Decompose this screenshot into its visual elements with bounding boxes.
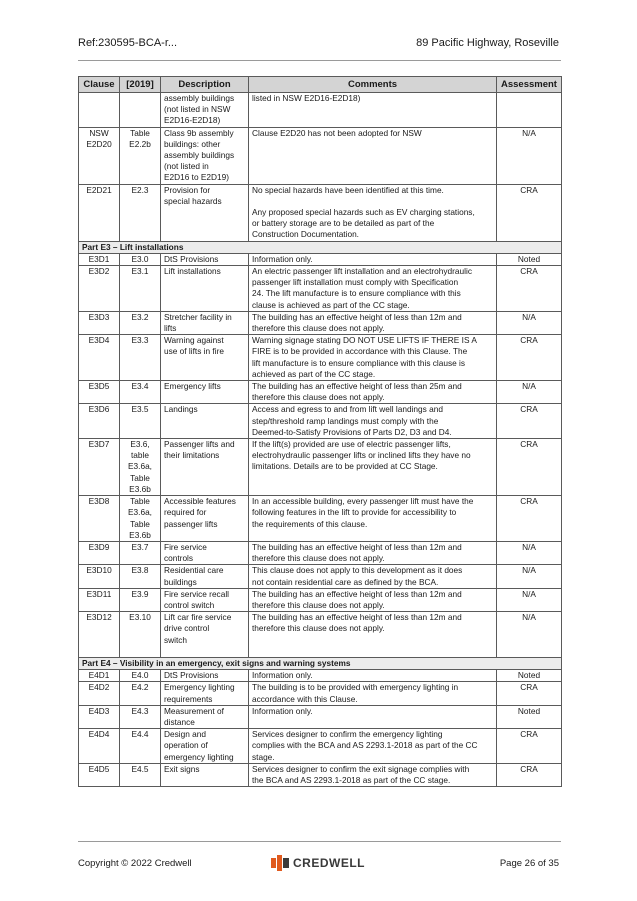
description-line: Passenger lifts and: [164, 439, 235, 450]
header-divider: [78, 60, 561, 61]
table-row: [79, 439, 562, 496]
description-line: switch: [164, 634, 188, 645]
description-cell: [161, 335, 249, 381]
assessment-cell: N/A: [497, 541, 562, 564]
comments-cell: [249, 705, 497, 728]
comments-cell: [249, 729, 497, 764]
comments-cell: [249, 588, 497, 611]
comment-line: This clause does not apply to this development as it does: [252, 565, 463, 576]
bca-2019-cell: E4.5: [120, 763, 161, 786]
clause-cell: NSW E2D20: [79, 127, 120, 184]
column-header-2019: [2019]: [120, 77, 161, 93]
table-row: [79, 705, 562, 728]
description-cell: [161, 127, 249, 184]
clause-cell: E2D21: [79, 184, 120, 241]
table-row: [79, 127, 562, 184]
description-cell: [161, 381, 249, 404]
assessment-cell: Noted: [497, 253, 562, 265]
clause-cell: E3D12: [79, 612, 120, 658]
clause-cell: E3D7: [79, 439, 120, 496]
clause-cell: E3D6: [79, 404, 120, 439]
table-row: [79, 93, 562, 128]
description-line: buildings: [164, 576, 197, 587]
assessment-cell: CRA: [497, 763, 562, 786]
description-line: Stretcher facility in: [164, 311, 232, 322]
comments-cell: [249, 496, 497, 542]
comment-line: listed in NSW E2D16-E2D18): [252, 93, 361, 103]
clause-cell: E3D10: [79, 565, 120, 588]
clause-cell: E4D5: [79, 763, 120, 786]
clause-cell: E4D1: [79, 670, 120, 682]
comment-line: Information only.: [252, 670, 313, 681]
description-line: (not listed in NSW: [164, 104, 231, 115]
assessment-cell: [497, 93, 562, 128]
comment-line: stage.: [252, 751, 275, 762]
comment-line: [252, 196, 493, 207]
description-line: Provision for: [164, 184, 211, 195]
description-line: Warning against: [164, 335, 224, 346]
bca-2019-cell: E3.10: [120, 612, 161, 658]
comment-line: clause is achieved as part of the CC stage.: [252, 299, 410, 310]
bca-2019-cell: E3.4: [120, 381, 161, 404]
clause-cell: E3D1: [79, 253, 120, 265]
spacer: [252, 646, 493, 657]
description-line: Fire service recall: [164, 588, 230, 599]
comment-line: No special hazards have been identified at this time.: [252, 184, 444, 195]
description-line: Class 9b assembly: [164, 127, 234, 138]
description-line: E2D16-E2D18): [164, 115, 221, 126]
description-cell: [161, 588, 249, 611]
comment-line: Information only.: [252, 253, 313, 264]
table-row: [79, 612, 562, 658]
comment-line: Clause E2D20 has not been adopted for NSW: [252, 127, 422, 138]
bca-2019-cell: Table E2.2b: [120, 127, 161, 184]
assessment-cell: CRA: [497, 266, 562, 312]
description-line: operation of: [164, 740, 208, 751]
description-line: Exit signs: [164, 763, 200, 774]
comments-cell: [249, 670, 497, 682]
description-line: buildings: other: [164, 138, 221, 149]
table-row: [79, 565, 562, 588]
header-address: 89 Pacific Highway, Roseville: [416, 37, 559, 49]
description-line: (not listed in: [164, 161, 209, 172]
comments-cell: [249, 763, 497, 786]
comment-line: therefore this clause does not apply.: [252, 623, 385, 634]
comment-line: Information only.: [252, 705, 313, 716]
description-line: control switch: [164, 599, 215, 610]
comment-line: lift manufacture is to ensure compliance with this clause is: [252, 357, 466, 368]
description-line: Fire service: [164, 541, 207, 552]
comments-cell: [249, 541, 497, 564]
description-cell: [161, 253, 249, 265]
description-cell: [161, 404, 249, 439]
assessment-cell: CRA: [497, 729, 562, 764]
credwell-logo-icon: [271, 855, 289, 871]
table-row: [79, 729, 562, 764]
comment-line: Services designer to confirm the exit signage complies with: [252, 763, 470, 774]
bca-2019-cell: E4.2: [120, 682, 161, 705]
comment-line: therefore this clause does not apply.: [252, 323, 385, 334]
section-heading: Part E4 – Visibility in an emergency, exit signs and warning systems: [79, 657, 562, 669]
comment-line: therefore this clause does not apply.: [252, 392, 385, 403]
description-cell: [161, 565, 249, 588]
description-line: distance: [164, 716, 195, 727]
spacer: [252, 635, 493, 646]
description-line: passenger lifts: [164, 518, 218, 529]
description-cell: [161, 763, 249, 786]
assessment-cell: N/A: [497, 612, 562, 658]
comment-line: Deemed-to-Satisfy Provisions of Parts D2, D3 and D4.: [252, 426, 452, 437]
table-section-row: [79, 241, 562, 253]
comment-line: achieved as part of the CC stage.: [252, 368, 376, 379]
footer-divider: [78, 841, 561, 842]
table-row: [79, 763, 562, 786]
table-row: [79, 253, 562, 265]
clause-cell: E4D3: [79, 705, 120, 728]
assessment-cell: Noted: [497, 705, 562, 728]
bca-2019-cell: Table E3.6a, Table E3.6b: [120, 496, 161, 542]
description-cell: [161, 311, 249, 334]
table-header-row: [79, 77, 562, 93]
assessment-cell: N/A: [497, 127, 562, 184]
description-cell: [161, 705, 249, 728]
description-line: lifts: [164, 323, 177, 334]
comment-line: passenger lift installation must comply with Specification: [252, 277, 459, 288]
comment-line: step/threshold ramp landings must comply with the: [252, 415, 439, 426]
description-line: DtS Provisions: [164, 253, 219, 264]
comment-line: The building has an effective height of less than 12m and: [252, 612, 462, 623]
comment-line: not contain residential care as defined by the BCA.: [252, 576, 439, 587]
clause-cell: E3D9: [79, 541, 120, 564]
description-line: Design and: [164, 729, 206, 740]
description-cell: [161, 184, 249, 241]
table-section-row: [79, 657, 562, 669]
comments-cell: [249, 127, 497, 184]
description-line: Lift installations: [164, 266, 221, 277]
description-cell: [161, 439, 249, 496]
comments-cell: [249, 682, 497, 705]
description-line: Lift car fire service: [164, 612, 232, 623]
description-line: Residential care: [164, 565, 224, 576]
comment-line: FIRE is to be provided in accordance with this Clause. The: [252, 346, 468, 357]
description-line: E2D16 to E2D19): [164, 172, 230, 183]
description-cell: [161, 670, 249, 682]
comment-line: The building has an effective height of less than 12m and: [252, 588, 462, 599]
comments-cell: [249, 381, 497, 404]
bca-2019-cell: E4.0: [120, 670, 161, 682]
comments-cell: [249, 565, 497, 588]
header-reference: Ref:230595-BCA-r...: [78, 37, 178, 49]
description-cell: [161, 93, 249, 128]
assessment-cell: CRA: [497, 184, 562, 241]
section-heading: Part E3 – Lift installations: [79, 241, 562, 253]
comments-cell: [249, 335, 497, 381]
comments-cell: [249, 612, 497, 658]
table-row: [79, 682, 562, 705]
description-line: requirements: [164, 693, 213, 704]
table-body: [79, 93, 562, 787]
bca-2019-cell: E3.9: [120, 588, 161, 611]
column-header-description: Description: [161, 77, 249, 93]
comment-line: Any proposed special hazards such as EV charging stations,: [252, 207, 475, 218]
comment-line: The building is to be provided with emergency lighting in: [252, 682, 459, 693]
comments-cell: [249, 253, 497, 265]
comments-cell: [249, 93, 497, 128]
description-line: assembly buildings: [164, 93, 235, 103]
description-cell: [161, 729, 249, 764]
assessment-cell: CRA: [497, 439, 562, 496]
bca-2019-cell: E2.3: [120, 184, 161, 241]
description-line: Accessible features: [164, 496, 236, 507]
comments-cell: [249, 439, 497, 496]
comments-cell: [249, 266, 497, 312]
bca-2019-cell: E4.4: [120, 729, 161, 764]
table-row: [79, 404, 562, 439]
footer-copyright: Copyright © 2022 Credwell: [78, 858, 192, 869]
description-line: Emergency lifts: [164, 381, 221, 392]
comment-line: accordance with this Clause.: [252, 693, 358, 704]
description-line: Measurement of: [164, 705, 224, 716]
assessment-cell: N/A: [497, 588, 562, 611]
assessment-cell: CRA: [497, 404, 562, 439]
bca-2019-cell: E3.8: [120, 565, 161, 588]
bca-2019-cell: E3.2: [120, 311, 161, 334]
assessment-cell: CRA: [497, 496, 562, 542]
comment-line: Access and egress to and from lift well landings and: [252, 404, 443, 415]
comment-line: The building has an effective height of less than 25m and: [252, 381, 462, 392]
table-row: [79, 381, 562, 404]
clause-cell: [79, 93, 120, 128]
comment-line: The building has an effective height of less than 12m and: [252, 311, 462, 322]
description-line: assembly buildings: [164, 150, 235, 161]
comment-line: The building has an effective height of less than 12m and: [252, 541, 462, 552]
table-row: [79, 335, 562, 381]
clause-cell: E3D5: [79, 381, 120, 404]
bca-2019-cell: [120, 93, 161, 128]
footer-page-number: Page 26 of 35: [499, 858, 559, 869]
bca-2019-cell: E3.5: [120, 404, 161, 439]
comment-line: Services designer to confirm the emergency lighting: [252, 729, 443, 740]
description-cell: [161, 682, 249, 705]
clause-cell: E3D3: [79, 311, 120, 334]
description-line: DtS Provisions: [164, 670, 219, 681]
bca-2019-cell: E3.3: [120, 335, 161, 381]
clause-cell: E4D4: [79, 729, 120, 764]
bca-2019-cell: E4.3: [120, 705, 161, 728]
description-line: drive control: [164, 623, 210, 634]
table-row: [79, 588, 562, 611]
comment-line: or battery storage are to be detailed as part of the: [252, 218, 435, 229]
credwell-logo-text: CREDWELL: [293, 856, 365, 870]
bca-2019-cell: E3.7: [120, 541, 161, 564]
description-line: use of lifts in fire: [164, 346, 224, 357]
clause-cell: E3D11: [79, 588, 120, 611]
comment-line: Construction Documentation.: [252, 229, 359, 240]
comment-line: therefore this clause does not apply.: [252, 553, 385, 564]
comment-line: complies with the BCA and AS 2293.1-2018 as part of the CC: [252, 740, 478, 751]
table-row: [79, 670, 562, 682]
column-header-clause: Clause: [79, 77, 120, 93]
assessment-cell: CRA: [497, 335, 562, 381]
comment-line: In an accessible building, every passenger lift must have the: [252, 496, 474, 507]
bca-2019-cell: E3.0: [120, 253, 161, 265]
comments-cell: [249, 404, 497, 439]
bca-2019-cell: E3.6, table E3.6a, Table E3.6b: [120, 439, 161, 496]
table-row: [79, 184, 562, 241]
comment-line: the requirements of this clause.: [252, 518, 368, 529]
comment-line: electrohydraulic passenger lifts or inclined lifts they have no: [252, 450, 471, 461]
clause-cell: E3D8: [79, 496, 120, 542]
clause-cell: E3D4: [79, 335, 120, 381]
assessment-cell: N/A: [497, 565, 562, 588]
clause-cell: E3D2: [79, 266, 120, 312]
comment-line: 24. The lift manufacture is to ensure compliance with this: [252, 288, 461, 299]
credwell-logo: [271, 855, 365, 871]
description-line: Landings: [164, 404, 198, 415]
comments-cell: [249, 311, 497, 334]
bca-2019-cell: E3.1: [120, 266, 161, 312]
comment-line: Warning signage stating DO NOT USE LIFTS IF THERE IS A: [252, 335, 477, 346]
assessment-cell: N/A: [497, 381, 562, 404]
comment-line: An electric passenger lift installation and an electrohydraulic: [252, 266, 472, 277]
assessment-cell: N/A: [497, 311, 562, 334]
table-row: [79, 541, 562, 564]
description-line: Emergency lighting: [164, 682, 235, 693]
description-cell: [161, 496, 249, 542]
description-line: required for: [164, 507, 207, 518]
description-cell: [161, 541, 249, 564]
clause-cell: E4D2: [79, 682, 120, 705]
description-cell: [161, 266, 249, 312]
description-line: their limitations: [164, 450, 220, 461]
comment-line: therefore this clause does not apply.: [252, 599, 385, 610]
comment-line: following features in the lift to provide for accessibility to: [252, 507, 457, 518]
description-line: controls: [164, 553, 194, 564]
column-header-assessment: Assessment: [497, 77, 562, 93]
column-header-comments: Comments: [249, 77, 497, 93]
comment-line: If the lift(s) provided are use of electric passenger lifts,: [252, 439, 451, 450]
comment-line: the BCA and AS 2293.1-2018 as part of the CC stage.: [252, 774, 451, 785]
comments-cell: [249, 184, 497, 241]
assessment-cell: Noted: [497, 670, 562, 682]
description-cell: [161, 612, 249, 658]
bca-assessment-table: [78, 76, 562, 787]
assessment-cell: CRA: [497, 682, 562, 705]
table-row: [79, 496, 562, 542]
comment-line: limitations. Details are to be provided at CC Stage.: [252, 461, 438, 472]
description-line: special hazards: [164, 195, 222, 206]
table-row: [79, 266, 562, 312]
table-row: [79, 311, 562, 334]
description-line: emergency lighting: [164, 751, 234, 762]
